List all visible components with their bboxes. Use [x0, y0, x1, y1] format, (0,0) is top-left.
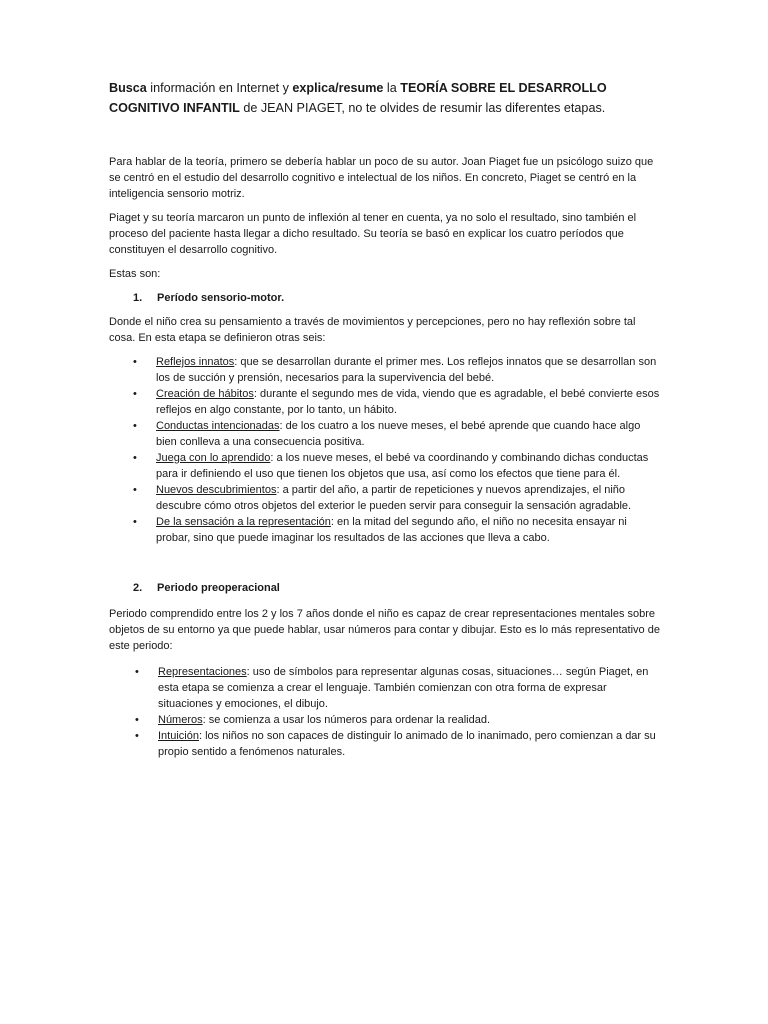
- item-term: De la sensación a la representación: [156, 516, 331, 528]
- section1-title-text: Período sensorio-motor.: [157, 292, 285, 304]
- heading-text-3: de JEAN PIAGET, no te olvides de resumir las diferentes etapas.: [239, 101, 606, 115]
- section2-description: Periodo comprendido entre los 2 y los 7 años donde el niño es capaz de crear representaciones mentales sobre objetos de su entorno ya que puede hablar, usar números para contar y dibujar. Esto es lo más representativo de este periodo:: [109, 608, 660, 652]
- section1-number: 1.: [133, 292, 143, 304]
- heading-text-2: la: [383, 81, 401, 95]
- section2-title: [109, 580, 661, 596]
- bullet-icon: •: [135, 730, 139, 742]
- bullet-icon: •: [133, 388, 137, 400]
- item-term: Juega con lo aprendido: [156, 452, 271, 464]
- section2-list: [109, 664, 661, 760]
- item-term: Intuición: [158, 730, 199, 742]
- item-text: : que se desarrollan durante el primer mes. Los reflejos innatos que se desarrollan son los de succión y prensión, necesarios para la supervivencia del bebé.: [156, 356, 657, 384]
- item-term: Reflejos innatos: [156, 356, 235, 368]
- list-item: [109, 354, 661, 386]
- item-term: Números: [158, 714, 203, 726]
- bullet-icon: •: [133, 516, 137, 528]
- heading-topic: TEORÍA SOBRE EL DESARROLLO COGNITIVO INFANTIL: [109, 81, 607, 115]
- bullet-icon: •: [135, 714, 139, 726]
- list-item: [109, 514, 661, 546]
- list-item: [109, 386, 661, 418]
- section1-description: Donde el niño crea su pensamiento a través de movimientos y percepciones, pero no hay reflexión sobre tal cosa. En esta etapa se definieron otras seis:: [109, 316, 636, 344]
- assignment-heading: [109, 78, 661, 118]
- bullet-icon: •: [133, 356, 137, 368]
- bullet-icon: •: [133, 484, 137, 496]
- list-item: [109, 664, 661, 712]
- item-term: Nuevos descubrimientos: [156, 484, 277, 496]
- item-text: : durante el segundo mes de vida, viendo que es agradable, el bebé convierte esos reflejos en algo constante, por lo tanto, un hábito.: [156, 388, 660, 416]
- section1-list: [109, 354, 661, 546]
- item-text: : uso de símbolos para representar algunas cosas, situaciones… según Piaget, en esta etapa se comienza a crear el lenguaje. También comienzan con otra forma de expresar situaciones y emociones, el dibujo.: [158, 666, 649, 710]
- item-term: Conductas intencionadas: [156, 420, 280, 432]
- item-term: Creación de hábitos: [156, 388, 254, 400]
- list-item: [109, 482, 661, 514]
- list-item: [109, 712, 661, 728]
- item-text: : a los nueve meses, el bebé va coordinando y combinando dichas conductas para ir definiendo el uso que tienen los objetos que usa, así como los efectos que tiene para él.: [156, 452, 649, 480]
- heading-busca: Busca: [109, 81, 147, 95]
- bullet-icon: •: [133, 420, 137, 432]
- intro-paragraph-1: Para hablar de la teoría, primero se debería hablar un poco de su autor. Joan Piaget fue un psicólogo suizo que se centró en el estudio del desarrollo cognitivo e intelectual de los niños. En concreto, Piaget se centró en la inteligencia sensorio motriz.: [109, 156, 654, 200]
- item-text: : a partir del año, a partir de repeticiones y nuevos aprendizajes, el niño descubre cómo otros objetos del exterior le pueden servir para conseguir la sensación agradable.: [156, 484, 632, 512]
- intro-paragraph-2: Piaget y su teoría marcaron un punto de inflexión al tener en cuenta, ya no solo el resultado, sino también el proceso del paciente hasta llegar a dicho resultado. Su teoría se basó en explicar los cuatro períodos que constituyen el desarrollo cognitivo.: [109, 212, 637, 256]
- item-term: Representaciones: [158, 666, 247, 678]
- document-page: [109, 78, 661, 760]
- heading-explica: explica/resume: [292, 81, 384, 95]
- item-text: : en la mitad del segundo año, el niño no necesita ensayar ni probar, sino que puede imaginar los resultados de las acciones que lleva a cabo.: [156, 516, 627, 544]
- section2-number: 2.: [133, 582, 143, 594]
- bullet-icon: •: [135, 666, 139, 678]
- list-item: [109, 418, 661, 450]
- item-text: : se comienza a usar los números para ordenar la realidad.: [202, 714, 490, 726]
- intro-paragraph-3: Estas son:: [109, 268, 161, 280]
- bullet-icon: •: [133, 452, 137, 464]
- list-item: [109, 728, 661, 760]
- item-text: : de los cuatro a los nueve meses, el bebé aprende que cuando hace algo bien conlleva a una consecuencia positiva.: [156, 420, 641, 448]
- list-item: [109, 450, 661, 482]
- section1-title: [109, 290, 661, 306]
- heading-text-1: información en Internet y: [146, 81, 293, 95]
- section2-title-text: Periodo preoperacional: [157, 582, 280, 594]
- item-text: : los niños no son capaces de distinguir lo animado de lo inanimado, pero comienzan a dar su propio sentido a fenómenos naturales.: [158, 730, 656, 758]
